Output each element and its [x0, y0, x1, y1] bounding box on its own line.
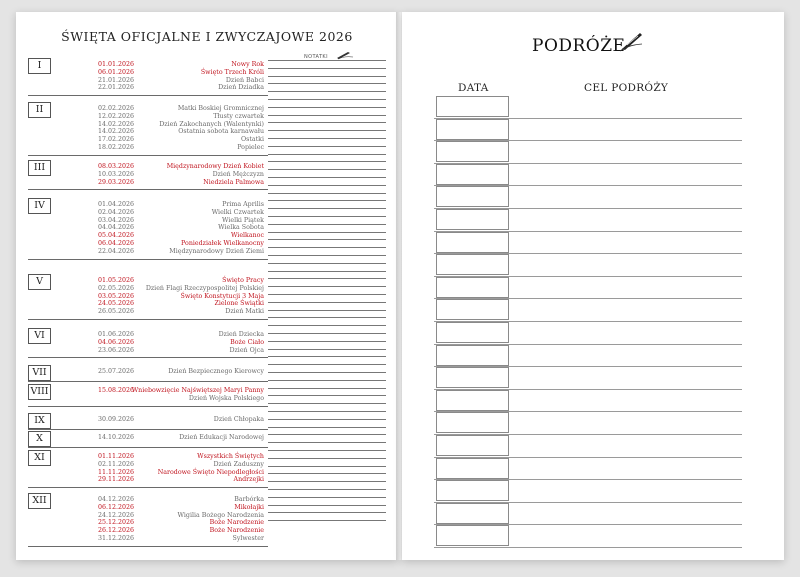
holiday-entry [28, 69, 268, 77]
holiday-entry [28, 84, 268, 92]
note-line [268, 473, 386, 474]
holiday-date: 01.05.2026 [98, 277, 135, 284]
date-box[interactable] [436, 119, 509, 140]
travel-row [434, 435, 742, 458]
note-line [268, 520, 386, 521]
note-line [268, 294, 386, 295]
holiday-entry [28, 416, 268, 424]
holiday-entry [28, 434, 268, 442]
note-line [268, 239, 386, 240]
note-line [268, 497, 386, 498]
holiday-name: Wielki Czwartek [211, 208, 264, 216]
note-line [268, 107, 386, 108]
travel-row [434, 186, 742, 209]
left-page [16, 12, 398, 560]
holiday-entry [28, 453, 268, 461]
date-box[interactable] [436, 390, 509, 411]
holiday-entry [28, 527, 268, 535]
holiday-entry [28, 461, 268, 469]
date-box[interactable] [436, 299, 509, 320]
holiday-entry [28, 476, 268, 484]
holiday-date: 15.08.2026 [98, 387, 135, 394]
note-line [268, 372, 386, 373]
date-box[interactable] [436, 277, 509, 298]
holiday-entry [28, 248, 268, 256]
holiday-name: Poniedziałek Wielkanocny [181, 240, 264, 247]
date-box[interactable] [436, 254, 509, 275]
holiday-entry [28, 232, 268, 240]
note-line [268, 333, 386, 334]
note-line [268, 208, 386, 209]
holiday-entry [28, 136, 268, 144]
month-number: IX [28, 413, 51, 429]
holiday-entry [28, 535, 268, 543]
holiday-entry [28, 519, 268, 527]
holiday-entry [28, 504, 268, 512]
month-block [28, 493, 268, 547]
month-block [28, 450, 268, 488]
holiday-name: Ostatki [240, 136, 264, 144]
holiday-date: 14.10.2026 [98, 434, 135, 441]
holiday-entry [28, 217, 268, 225]
holiday-date: 04.06.2026 [98, 338, 135, 346]
holiday-entry [28, 308, 268, 316]
holiday-name: Dzień Flagi Rzeczypospolitej Polskiej [145, 284, 264, 292]
holiday-date: 17.02.2026 [98, 136, 135, 144]
holiday-entry [28, 113, 268, 121]
travel-row [434, 119, 742, 142]
date-box[interactable] [436, 458, 509, 479]
note-line [268, 122, 386, 123]
holiday-name: Dzień Edukacji Narodowej [179, 434, 264, 441]
date-box[interactable] [436, 367, 509, 388]
holiday-name: Tłusty czwartek [213, 112, 264, 120]
note-line [268, 286, 386, 287]
month-block [28, 431, 268, 448]
date-box[interactable] [436, 525, 509, 546]
holiday-name: Zielone Świątki [214, 300, 264, 308]
travel-row [434, 299, 742, 322]
holiday-date: 06.01.2026 [98, 68, 135, 76]
date-box[interactable] [436, 435, 509, 456]
note-line [268, 216, 386, 217]
note-line [268, 232, 386, 233]
holiday-name: Międzynarodowy Dzień Kobiet [166, 163, 264, 170]
date-box[interactable] [436, 503, 509, 524]
holiday-entry [28, 201, 268, 209]
holiday-date: 14.02.2026 [98, 120, 135, 128]
date-column-header: DATA [458, 82, 489, 94]
holiday-date: 06.12.2026 [98, 503, 135, 511]
note-line [268, 512, 386, 513]
notes-label: NOTATKI [304, 54, 328, 60]
note-line [268, 450, 386, 451]
holiday-name: Popielec [237, 144, 264, 151]
holiday-date: 11.11.2026 [98, 468, 135, 476]
note-line [268, 68, 386, 69]
holiday-name: Dzień Zakochanych (Walentynki) [159, 120, 264, 128]
note-line [268, 458, 386, 459]
quill-icon [618, 30, 644, 52]
holiday-name: Prima Aprilis [222, 201, 264, 208]
note-line [268, 325, 386, 326]
holiday-name: Dzień Wojska Polskiego [188, 394, 264, 402]
month-block [28, 328, 268, 358]
month-number: VIII [28, 384, 51, 400]
note-line [268, 489, 386, 490]
note-line [268, 169, 386, 170]
month-block [28, 198, 268, 260]
holiday-date: 01.04.2026 [98, 201, 135, 208]
travel-row [434, 412, 742, 435]
date-box[interactable] [436, 141, 509, 162]
right-page [402, 12, 784, 560]
holiday-date: 22.04.2026 [98, 247, 135, 255]
date-box[interactable] [436, 345, 509, 366]
holiday-date: 31.12.2026 [98, 535, 135, 542]
note-line [268, 388, 386, 389]
note-line [268, 466, 386, 467]
note-line [268, 138, 386, 139]
holiday-entry [28, 209, 268, 217]
holiday-name: Niedziela Palmowa [203, 178, 264, 186]
note-line [268, 177, 386, 178]
month-number: VII [28, 365, 51, 381]
holiday-name: Wielka Sobota [218, 224, 264, 232]
travel-row [434, 322, 742, 345]
travel-row [434, 367, 742, 390]
holiday-name: Dzień Ojca [229, 346, 264, 354]
travel-row [434, 96, 742, 119]
holiday-name: Dzień Matki [225, 308, 264, 316]
travel-row [434, 209, 742, 232]
month-block [28, 58, 268, 96]
holiday-name: Międzynarodowy Dzień Ziemi [169, 247, 264, 255]
month-number: II [28, 102, 51, 118]
holidays-title: ŚWIĘTA OFICJALNE I ZWYCZAJOWE 2026 [61, 29, 353, 44]
month-number: VI [28, 328, 51, 344]
holiday-entry [28, 368, 268, 376]
holiday-name: Andrzejki [233, 476, 264, 484]
note-line [268, 481, 386, 482]
holiday-entry [28, 179, 268, 187]
holiday-entry [28, 339, 268, 347]
holiday-date: 29.11.2026 [98, 476, 135, 484]
note-line [268, 91, 386, 92]
month-number: IV [28, 198, 51, 214]
holiday-date: 24.05.2026 [98, 300, 135, 308]
date-box[interactable] [436, 186, 509, 207]
holiday-date: 26.12.2026 [98, 527, 135, 535]
holiday-date: 01.01.2026 [98, 61, 135, 68]
note-line [268, 434, 386, 435]
note-line [268, 247, 386, 248]
holiday-entry [28, 105, 268, 113]
note-line [268, 161, 386, 162]
holiday-entry [28, 285, 268, 293]
note-line [268, 317, 386, 318]
holiday-name: Dzień Zaduszny [213, 460, 264, 468]
holiday-date: 10.03.2026 [98, 170, 135, 178]
month-number: III [28, 160, 51, 176]
holiday-name: Barbórka [234, 496, 264, 503]
note-line [268, 224, 386, 225]
note-line [268, 380, 386, 381]
note-line [268, 411, 386, 412]
holiday-date: 23.06.2026 [98, 346, 135, 354]
holiday-name: Dzień Bezpiecznego Kierowcy [168, 368, 264, 375]
holiday-name: Święto Konstytucji 3 Maja [180, 292, 264, 300]
holiday-entry [28, 395, 268, 403]
travel-row [434, 277, 742, 300]
holiday-entry [28, 512, 268, 520]
pen-icon [336, 50, 354, 60]
holiday-entry [28, 300, 268, 308]
travel-row [434, 232, 742, 255]
holiday-date: 12.02.2026 [98, 112, 135, 120]
note-line [268, 302, 386, 303]
holiday-name: Boże Ciało [230, 338, 264, 346]
holiday-date: 18.02.2026 [98, 144, 135, 151]
travel-row [434, 254, 742, 277]
date-box[interactable] [436, 322, 509, 343]
note-line [268, 130, 386, 131]
holiday-date: 25.12.2026 [98, 519, 135, 527]
holiday-entry [28, 277, 268, 285]
holiday-entry [28, 331, 268, 339]
holiday-name: Dzień Chłopaka [213, 416, 264, 423]
note-line [268, 76, 386, 77]
month-block [28, 384, 268, 407]
holiday-entry [28, 128, 268, 136]
note-line [268, 255, 386, 256]
holiday-date: 02.02.2026 [98, 105, 135, 112]
holiday-date: 01.06.2026 [98, 331, 135, 338]
holiday-entry [28, 224, 268, 232]
holiday-entry [28, 171, 268, 179]
holiday-date: 02.05.2026 [98, 284, 135, 292]
holiday-date: 24.12.2026 [98, 511, 135, 519]
holiday-name: Święto Pracy [222, 277, 264, 284]
holiday-entry [28, 61, 268, 69]
month-number: X [28, 431, 51, 447]
travel-row [434, 480, 742, 503]
holiday-name: Dzień Mężczyzn [212, 170, 264, 178]
travel-row [434, 458, 742, 481]
note-line [268, 427, 386, 428]
note-line [268, 115, 386, 116]
holiday-entry [28, 121, 268, 129]
month-number: V [28, 274, 51, 290]
note-line [268, 193, 386, 194]
note-line [268, 364, 386, 365]
holiday-date: 22.01.2026 [98, 84, 135, 92]
holiday-date: 02.11.2026 [98, 460, 135, 468]
note-line [268, 341, 386, 342]
holiday-date: 04.12.2026 [98, 496, 135, 503]
holiday-name: Mikołajki [234, 503, 264, 511]
note-line [268, 356, 386, 357]
holiday-date: 06.04.2026 [98, 240, 135, 247]
note-line [268, 442, 386, 443]
holiday-date: 05.04.2026 [98, 232, 135, 240]
month-number: XI [28, 450, 51, 466]
holiday-name: Narodowe Święto Niepodległości [157, 468, 264, 476]
note-line [268, 154, 386, 155]
travel-title: PODRÓŻE [532, 36, 626, 56]
holiday-date: 14.02.2026 [98, 128, 135, 136]
note-line [268, 263, 386, 264]
note-line [268, 99, 386, 100]
date-box[interactable] [436, 96, 509, 117]
holiday-date: 25.07.2026 [98, 368, 135, 375]
date-box[interactable] [436, 412, 509, 433]
holiday-name: Wielki Piątek [221, 216, 264, 224]
date-box[interactable] [436, 232, 509, 253]
holiday-entry [28, 163, 268, 171]
note-line [268, 185, 386, 186]
note-line [268, 395, 386, 396]
note-line [268, 310, 386, 311]
holiday-entry [28, 387, 268, 395]
holiday-date: 03.04.2026 [98, 216, 135, 224]
note-line [268, 349, 386, 350]
holiday-entry [28, 469, 268, 477]
travel-row [434, 141, 742, 164]
date-box[interactable] [436, 164, 509, 185]
travel-row [434, 164, 742, 187]
destination-column-header: CEL PODRÓŻY [584, 82, 669, 94]
holiday-name: Sylwester [232, 535, 264, 542]
holiday-name: Nowy Rok [231, 61, 264, 68]
holiday-name: Wigilia Bożego Narodzenia [177, 511, 264, 519]
month-block [28, 102, 268, 156]
holiday-name: Święto Trzech Króli [200, 68, 264, 76]
travel-row [434, 503, 742, 526]
holiday-name: Wniebowzięcie Najświętszej Maryi Panny [131, 387, 264, 394]
holiday-date: 26.05.2026 [98, 308, 135, 316]
note-line [268, 200, 386, 201]
holiday-entry [28, 496, 268, 504]
note-line [268, 146, 386, 147]
month-number: I [28, 58, 51, 74]
note-line [268, 403, 386, 404]
holiday-entry [28, 347, 268, 355]
holiday-entry [28, 77, 268, 85]
holiday-name: Boże Narodzenie [209, 519, 264, 527]
note-line [268, 271, 386, 272]
holiday-name: Matki Boskiej Gromnicznej [177, 105, 264, 112]
holiday-date: 29.03.2026 [98, 178, 135, 186]
note-line [268, 83, 386, 84]
note-line [268, 278, 386, 279]
month-block [28, 160, 268, 190]
notes-lines [268, 60, 386, 528]
month-block [28, 365, 268, 382]
month-block [28, 274, 268, 320]
note-line [268, 60, 386, 61]
holiday-entry [28, 240, 268, 248]
holiday-name: Ostatnia sobota karnawału [178, 128, 264, 136]
holiday-name: Boże Narodzenie [209, 527, 264, 535]
holiday-date: 21.01.2026 [98, 76, 135, 84]
holiday-name: Dzień Babci [225, 76, 264, 84]
holiday-entry [28, 144, 268, 152]
holiday-name: Dzień Dziecka [218, 331, 264, 338]
holiday-name: Wszystkich Świętych [197, 453, 264, 460]
travel-row [434, 390, 742, 413]
destination-line[interactable] [434, 547, 742, 548]
holiday-date: 03.05.2026 [98, 292, 135, 300]
holiday-name: Wielkanoc [230, 232, 264, 240]
month-number: XII [28, 493, 51, 509]
date-box[interactable] [436, 209, 509, 230]
holiday-name: Dzień Dziadka [218, 84, 264, 92]
note-line [268, 505, 386, 506]
month-block [28, 413, 268, 430]
travel-row [434, 525, 742, 548]
holiday-date: 08.03.2026 [98, 163, 135, 170]
note-line [268, 419, 386, 420]
holiday-date: 04.04.2026 [98, 224, 135, 232]
holiday-date: 30.09.2026 [98, 416, 135, 423]
date-box[interactable] [436, 480, 509, 501]
holiday-date: 02.04.2026 [98, 208, 135, 216]
travel-row [434, 345, 742, 368]
holiday-date: 01.11.2026 [98, 453, 135, 460]
